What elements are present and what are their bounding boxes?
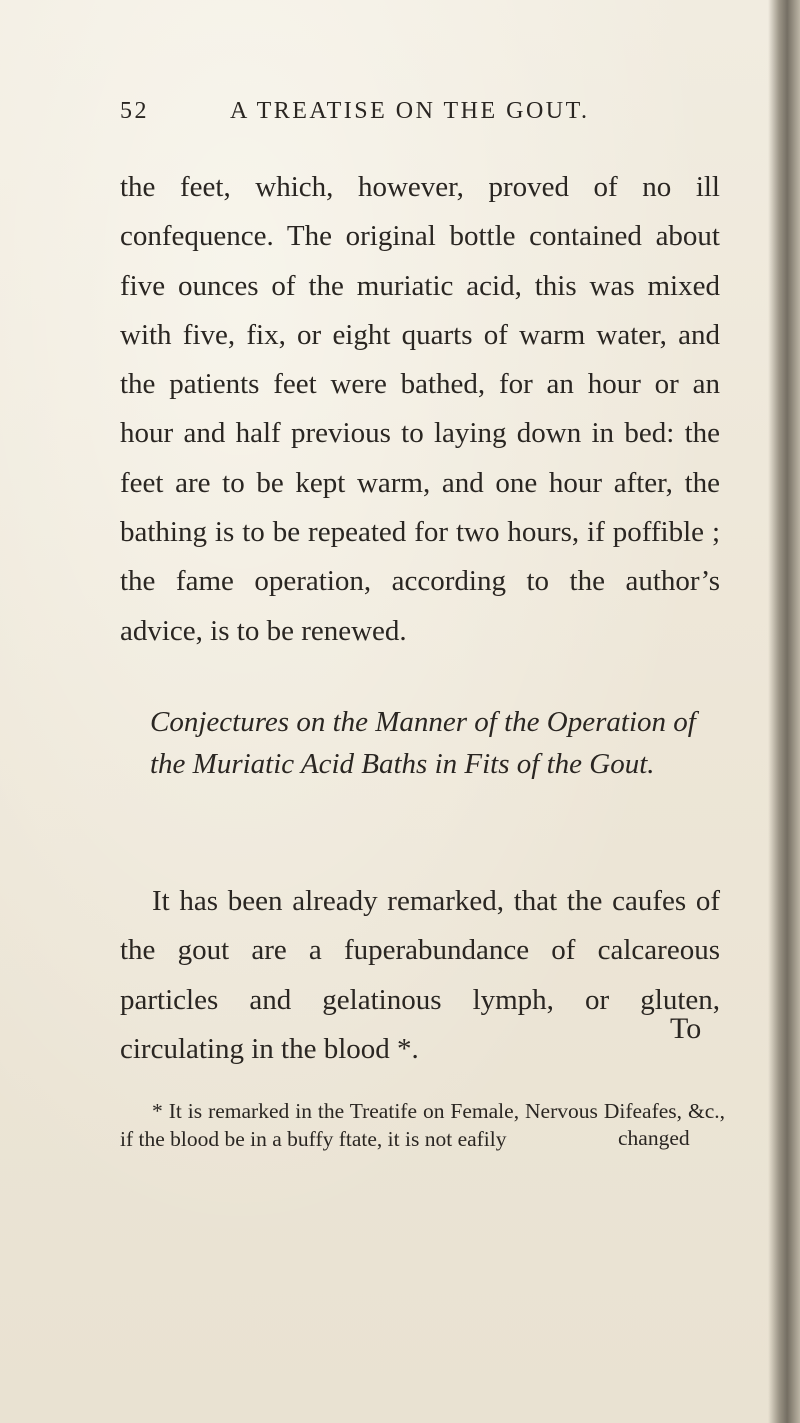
footnote-catchword: changed: [618, 1126, 690, 1150]
running-title: A TREATISE ON THE GOUT.: [230, 98, 590, 124]
page-edge-shadow: [768, 0, 800, 1423]
paragraph-1: the feet, which, however, proved of no ill confequence. The original bottle contained about five ounces of the muriatic acid, this was mixed with five, fix, or eight quarts of warm water, and the patients feet were bathed, for an hour or an hour and half previous to laying down in bed: the feet are to be kept warm, and one hour after, the bathing is to be repeated for two hours, if poffible ; the fame operation, according to the author’s advice, is to be renewed.: [120, 171, 720, 647]
page-header: [120, 98, 720, 138]
section-heading: Conjectures on the Manner of the Operation of the Muriatic Acid Baths in Fits of the Gout.: [150, 706, 696, 780]
footnote: * It is remarked in the Treatife on Female, Nervous Difeafes, &c., if the blood be in a buffy ftate, it is not eafily: [120, 1098, 725, 1151]
catchword: To: [670, 1012, 702, 1045]
paragraph-2: It has been already remarked, that the caufes of the gout are a fuperabundance of calcareous particles and gelatinous lymph, or gluten, circulating in the blood *.: [120, 885, 720, 1065]
page-number: 52: [120, 98, 149, 124]
